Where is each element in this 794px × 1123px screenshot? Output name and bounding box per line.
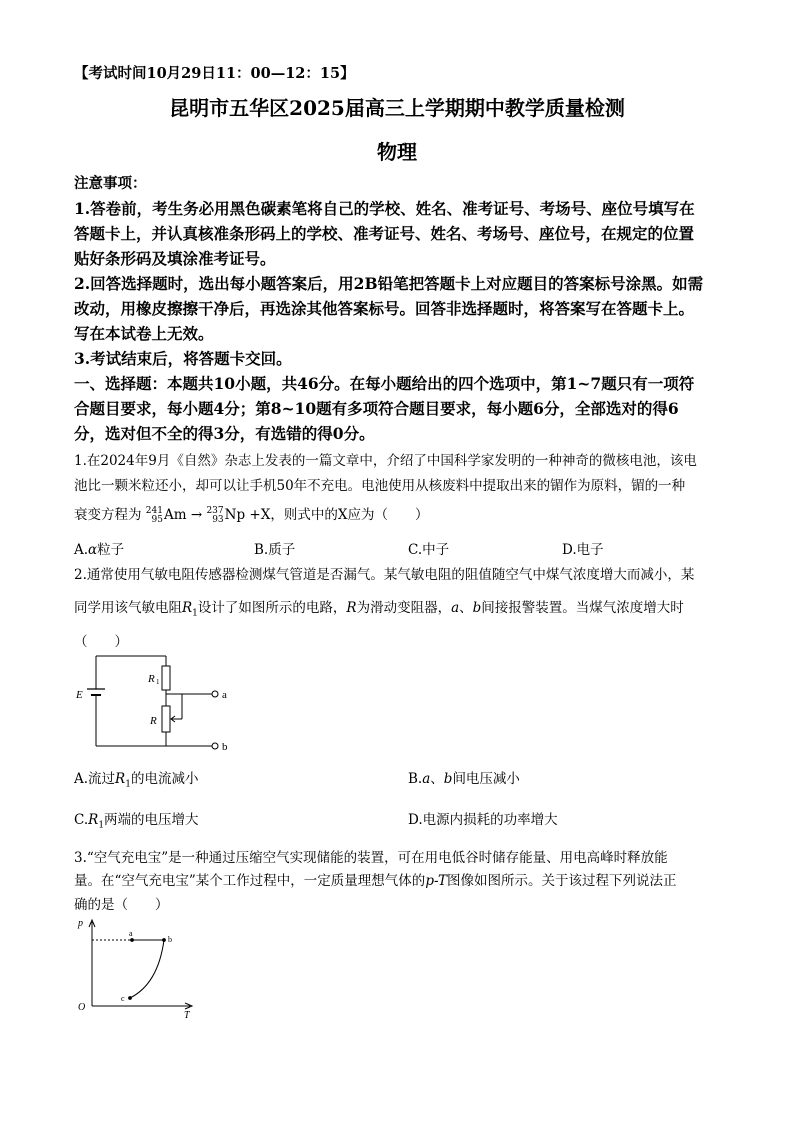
- notes-line: 3.考试结束后，将答题卡交回。: [74, 349, 292, 368]
- plus-x: +X: [249, 507, 271, 523]
- q1-stem: 池比一颗米粒还小，却可以让手机50年不充电。电池使用从核废料中提取出来的镅作为原料，镅的一种: [74, 478, 686, 494]
- q2-option-c: $C.R_1$两端的电压增大: [74, 812, 199, 831]
- circuit-label-r: R: [150, 715, 157, 727]
- am-atomic-number: 95: [151, 514, 163, 525]
- q2-stem: 同学用该气敏电阻$R_1$设计了如图所示的电路，R为滑动变阻器，a、b间接报警装置。当煤气浓度增大时: [74, 600, 684, 619]
- np-nuclide: [206, 507, 223, 525]
- q3-stem: 量。在“空气充电宝”某个工作过程中，一定质量理想气体的p-T图像如图所示。关于该过程下列说法正: [74, 873, 677, 889]
- am-nuclide: [146, 507, 163, 525]
- origin-label: O: [78, 1002, 86, 1013]
- q1-option-d: D.电子: [562, 542, 604, 558]
- pt-graph: [74, 914, 204, 1020]
- q2-answer-blank: （ ）: [74, 634, 128, 650]
- circuit-label-r1-sub: 1: [156, 678, 160, 686]
- q3-stem: 确的是（ ）: [74, 897, 169, 913]
- subject-title: 物理: [377, 140, 417, 164]
- q1-stem: 1.在2024年9月《自然》杂志上发表的一篇文章中，介绍了中国科学家发明的一种神奇的微核电池，该电: [74, 453, 697, 469]
- am-symbol: Am: [163, 507, 187, 523]
- q3-stem: 3.“空气充电宝”是一种通过压缩空气实现储能的装置，可在用电低谷时储存能量、用电高峰时释放能: [74, 850, 668, 866]
- page-title: 昆明市五华区2025届高三上学期期中教学质量检测: [169, 96, 625, 120]
- arrow-symbol: →: [190, 507, 203, 523]
- exam-time: 【考试时间10月29日11：00—12：15】: [74, 65, 355, 82]
- terminal-label-a: a: [222, 689, 227, 701]
- q1-stem-equation: [74, 503, 428, 525]
- section-instructions: 合题目要求，每小题4分；第8~10题有多项符合题目要求，每小题6分，全部选对的得6: [74, 399, 679, 418]
- notes-line: 改动，用橡皮擦擦干净后，再选涂其他答案标号。回答非选择题时，将答案写在答题卡上。: [74, 299, 695, 318]
- q2-stem: 2.通常使用气敏电阻传感器检测煤气管道是否漏气。某气敏电阻的阻值随空气中煤气浓度增大而减小，某: [74, 567, 695, 583]
- np-symbol: Np: [224, 507, 246, 523]
- p-axis-label: p: [78, 918, 83, 929]
- q2-option-b: B.a、b间电压减小: [408, 771, 520, 787]
- np-atomic-number: 93: [212, 514, 224, 525]
- q1-stem-text: ，则式中的X应为（ ）: [270, 507, 429, 523]
- point-c-label: c: [121, 994, 125, 1003]
- notes-heading: 注意事项：: [74, 175, 147, 192]
- q1-option-b: B.质子: [254, 542, 296, 558]
- notes-line: 1.答卷前，考生务必用黑色碳素笔将自己的学校、姓名、准考证号、考场号、座位号填写在: [74, 199, 695, 218]
- point-a-label: a: [129, 929, 133, 938]
- point-b-label: b: [168, 935, 172, 944]
- circuit-label-r1: R: [148, 673, 155, 685]
- q1-option-a: A.α粒子: [74, 542, 125, 558]
- circuit-diagram: [70, 652, 250, 756]
- q2-option-d: D.电源内损耗的功率增大: [408, 812, 558, 828]
- am-mass-number: 241: [145, 505, 163, 516]
- notes-line: 贴好条形码及填涂准考证号。: [74, 249, 276, 268]
- notes-line: 写在本试卷上无效。: [74, 324, 214, 343]
- circuit-label-e: E: [76, 689, 83, 701]
- t-axis-label: T: [184, 1010, 190, 1020]
- notes-line: 答题卡上，并认真核准条形码上的学校、准考证号、姓名、考场号、座位号，在规定的位置: [74, 224, 695, 243]
- q2-option-a: A.流过$R_1$的电流减小: [74, 771, 199, 790]
- section-instructions: 分，选对但不全的得3分，有选错的得0分。: [74, 424, 375, 443]
- terminal-label-b: b: [222, 741, 228, 753]
- q1-option-c: C.中子: [408, 542, 450, 558]
- q1-stem-text: 衰变方程为: [74, 507, 142, 523]
- notes-line: 2.回答选择题时，选出每小题答案后，用2B铅笔把答题卡上对应题目的答案标号涂黑。如需: [74, 274, 704, 293]
- np-mass-number: 237: [206, 505, 224, 516]
- section-instructions: 一、选择题：本题共10小题，共46分。在每小题给出的四个选项中，第1~7题只有一项符: [74, 374, 695, 393]
